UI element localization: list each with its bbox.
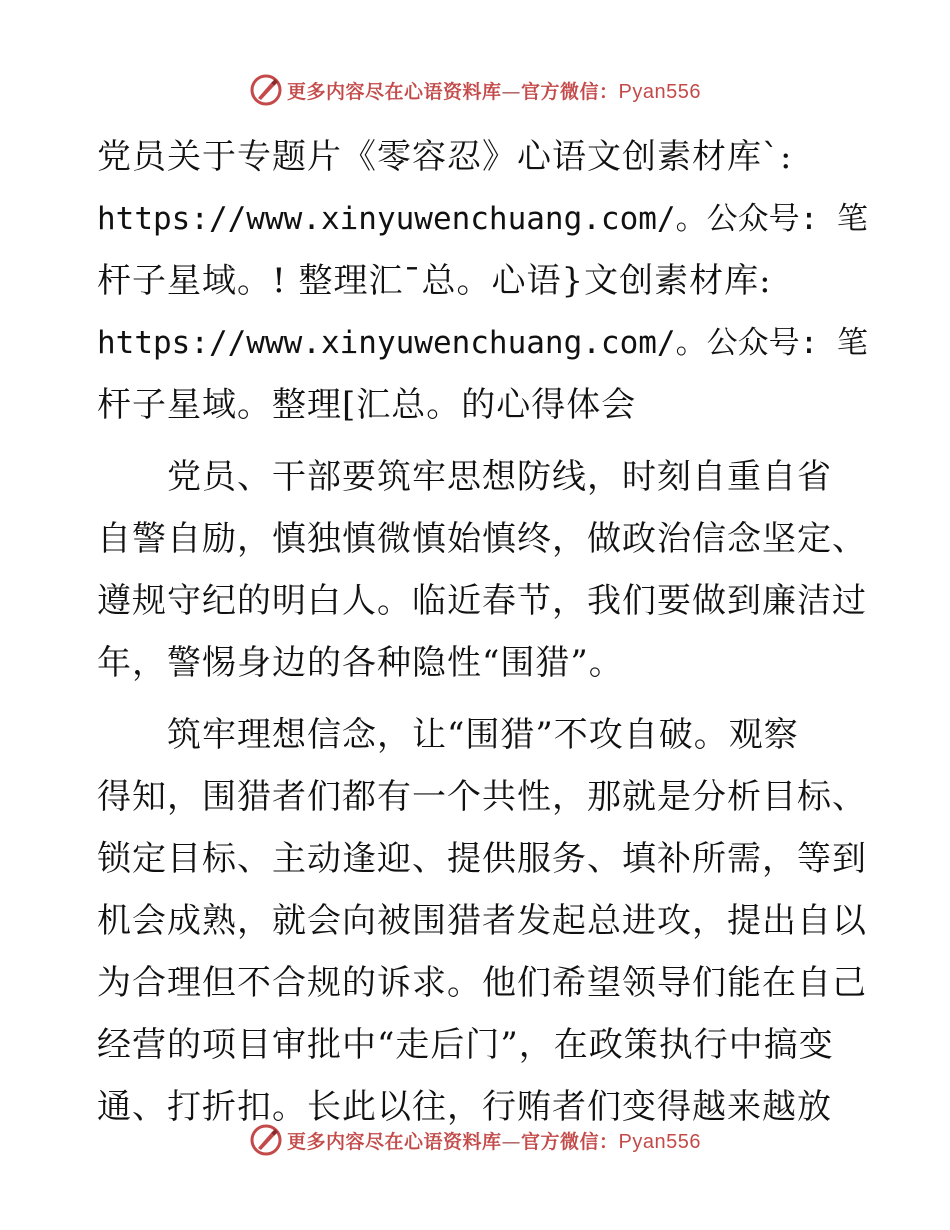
paragraph-line: 锁定目标、主动逢迎、提供服务、填补所需，等到: [97, 839, 867, 879]
banner-separator: —: [501, 1130, 522, 1153]
banner-text: [287, 77, 701, 104]
title-line: 杆子星域。! 整理汇¯总。心语}文创素材库:: [97, 261, 772, 301]
paragraph-line: 机会成熟，就会向被围猎者发起总进攻，提出自以: [97, 901, 867, 941]
pen-logo-icon: [249, 73, 283, 107]
paragraph-line: 经营的项目审批中“走后门”，在政策执行中搞变: [97, 1025, 834, 1065]
banner-wechat-id: Pyan556: [618, 80, 701, 103]
banner-text: [287, 1127, 701, 1154]
paragraph-1: [97, 446, 867, 694]
title-line: 党员关于专题片《零容忍》心语文创素材库`:: [97, 137, 793, 177]
paragraph-line: 年，警惕身边的各种隐性“围猎”。: [97, 643, 624, 683]
document-body: [97, 126, 868, 1138]
title-block: [97, 126, 868, 436]
title-line: 杆子星域。整理[汇总。的心得体会: [97, 385, 637, 425]
title-line: https://www.xinyuwenchuang.com/。公众号: 笔: [97, 201, 868, 237]
banner-wechat-id: Pyan556: [618, 1130, 701, 1153]
paragraph-line: 通、打折扣。长此以往，行贿者们变得越来越放: [97, 1087, 832, 1127]
paragraph-line: 为合理但不合规的诉求。他们希望领导们能在自己: [97, 963, 867, 1003]
header-watermark: [0, 70, 950, 110]
paragraph-2: [97, 704, 867, 1138]
banner-slogan: 更多内容尽在心语资料库: [287, 80, 502, 103]
footer-watermark: [0, 1120, 950, 1160]
paragraph-line: 遵规守纪的明白人。临近春节，我们要做到廉洁过: [97, 581, 867, 621]
paragraph-line: 得知，围猎者们都有一个共性，那就是分析目标、: [97, 777, 867, 817]
paragraph-line: 筑牢理想信念，让“围猎”不攻自破。观察: [97, 715, 799, 755]
paragraph-line: 党员、干部要筑牢思想防线，时刻自重自省: [97, 457, 832, 497]
title-line: https://www.xinyuwenchuang.com/。公众号: 笔: [97, 325, 868, 361]
paragraph-line: 自警自励，慎独慎微慎始慎终，做政治信念坚定、: [97, 519, 867, 559]
banner-wechat-label: 官方微信：: [521, 1130, 619, 1153]
banner-slogan: 更多内容尽在心语资料库: [287, 1130, 502, 1153]
banner-wechat-label: 官方微信：: [521, 80, 619, 103]
banner-separator: —: [501, 80, 522, 103]
pen-logo-icon: [249, 1123, 283, 1157]
